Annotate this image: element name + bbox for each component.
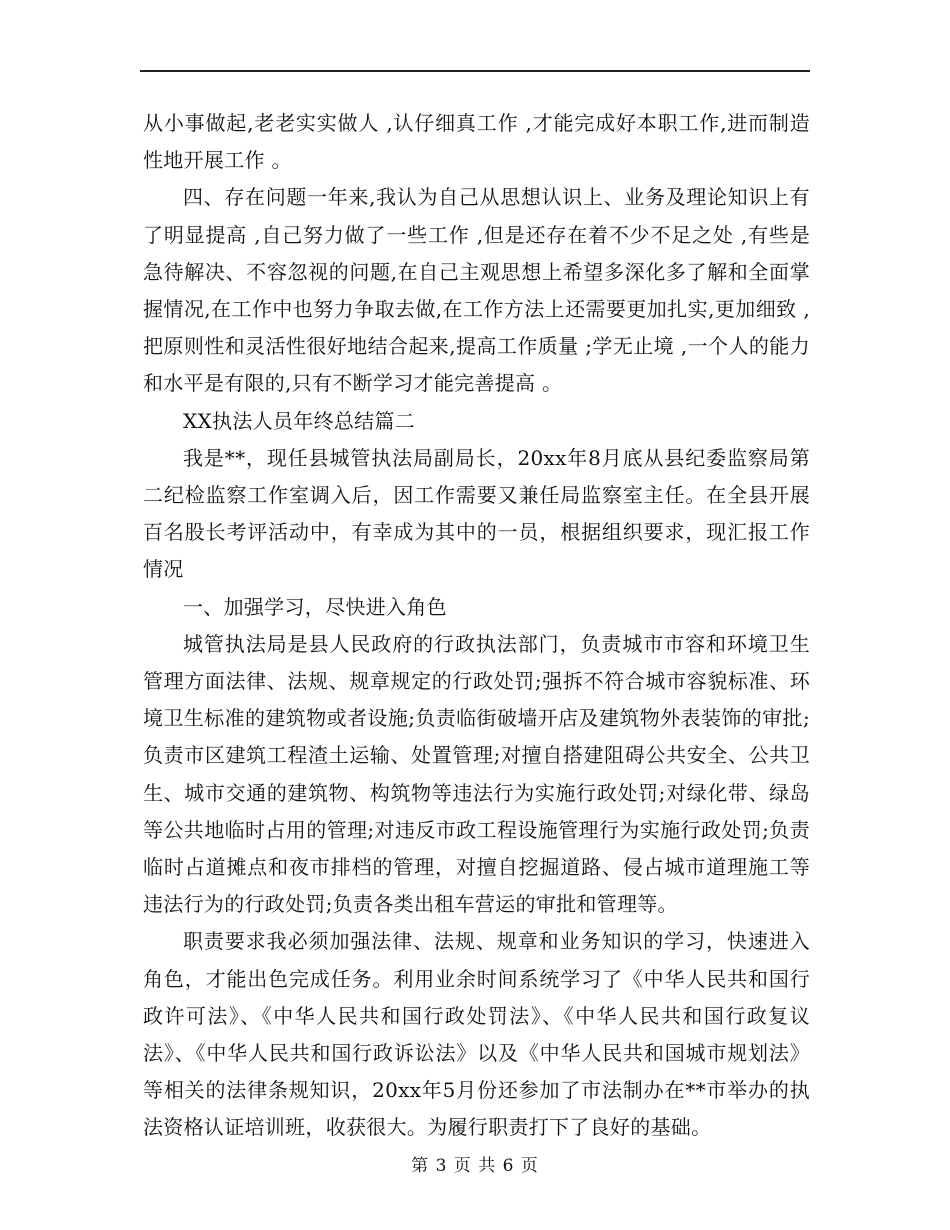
subsection-heading-1: 一、加强学习，尽快进入角色 (183, 594, 447, 619)
paragraph-7: 职责要求我必须加强法律、法规、规章和业务知识的学习，快速进入角色，才能出色完成任务。利用业余时间系统学习了《中华人民共和国行政许可法》、《中华人民共和国行政处罚法》、《中华人民共和国行政复议法》、《中华人民共和国行政诉讼法》以及《中华人民共和国城市规划法》等相关的法律条规知识，20xx年5月份还参加了市法制办在**市举办的执法资格认证培训班，收获很大。为履行职责打下了良好的基础。 (143, 929, 810, 1140)
page-number-footer: 第 3 页 共 6 页 (411, 1156, 539, 1176)
section-heading-2: XX执法人员年终总结篇二 (183, 408, 416, 433)
paragraph-1: 从小事做起,老老实实做人 ,认仔细真工作 ,才能完成好本职工作,进而制造性地开展工作 。 (143, 111, 810, 173)
header-rule (140, 70, 810, 72)
document-body (143, 105, 810, 1147)
paragraph-6: 城管执法局是县人民政府的行政执法部门，负责城市市容和环境卫生管理方面法律、法规、规章规定的行政处罚;强拆不符合城市容貌标准、环境卫生标准的建筑物或者设施;负责临街破墙开店及建筑物外表装饰的审批;负责市区建筑工程渣土运输、处置管理;对擅自搭建阻碍公共安全、公共卫生、城市交通的建筑物、构筑物等违法行为实施行政处罚;对绿化带、绿岛等公共地临时占用的管理;对违反市政工程设施管理行为实施行政处罚;负责临时占道摊点和夜市排档的管理，对擅自挖掘道路、侵占城市道理施工等违法行为的行政处罚;负责各类出租车营运的审批和管理等。 (143, 631, 810, 917)
paragraph-4: 我是**，现任县城管执法局副局长，20xx年8月底从县纪委监察局第二纪检监察工作室调入后，因工作需要又兼任局监察室主任。在全县开展百名股长考评活动中，有幸成为其中的一员，根据组织要求，现汇报工作情况 (143, 445, 810, 582)
paragraph-2: 四、存在问题一年来,我认为自己从思想认识上、业务及理论知识上有了明显提高 ,自己努力做了一些工作 ,但是还存在着不少不足之处 ,有些是急待解决、不容忽视的问题,在自己主观思想上希望多深化多了解和全面掌握情况,在工作中也努力争取去做,在工作方法上还需要更加扎实,更加细致 ,把原则性和灵活性很好地结合起来,提高工作质量 ;学无止境 ,一个人的能力和水平是有限的,只有不断学习才能完善提高 。 (143, 185, 810, 396)
